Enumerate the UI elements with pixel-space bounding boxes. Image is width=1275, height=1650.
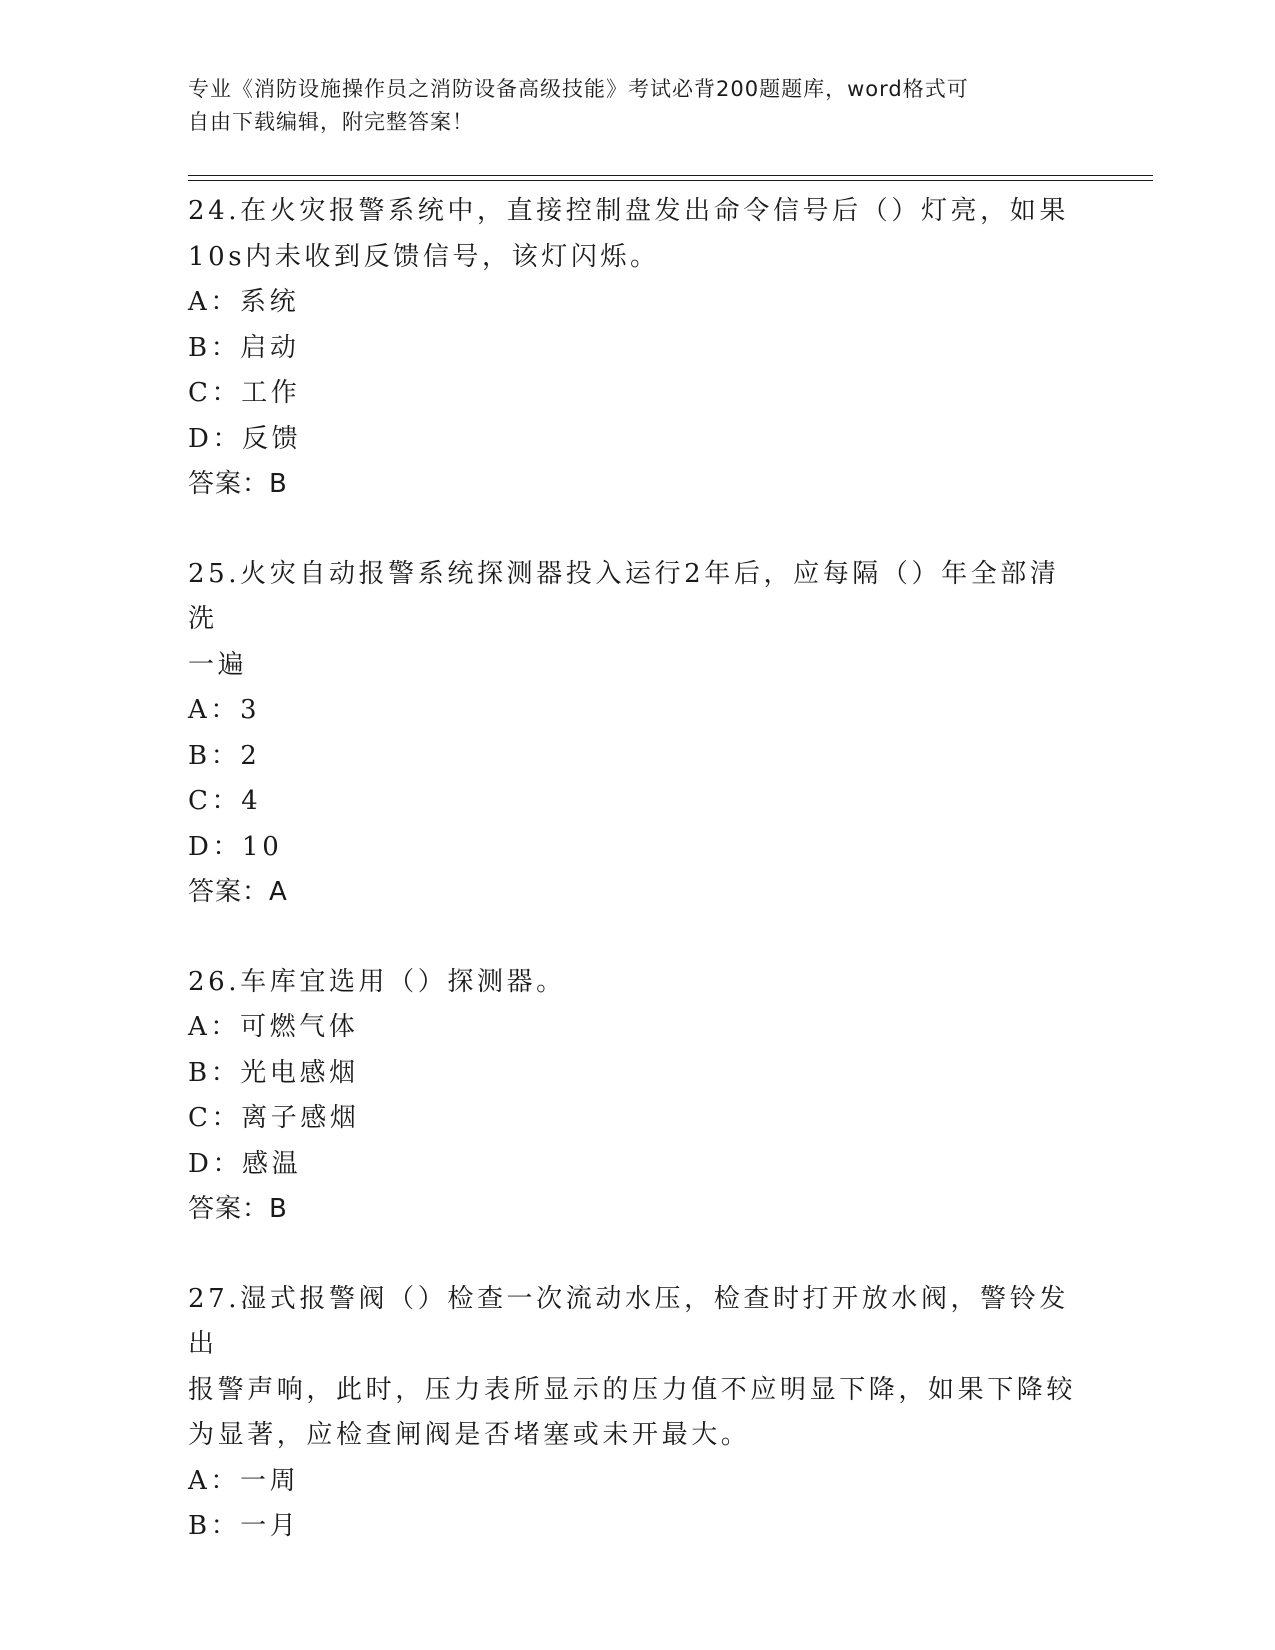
question-stem <box>188 1277 1088 1459</box>
stem-line: 报警声响，此时，压力表所显示的压力值不应明显下降，如果下降较 <box>188 1374 1077 1405</box>
question-24 <box>188 189 1088 508</box>
stem-line: 24.在火灾报警系统中，直接控制盘发出命令信号后（）灯亮，如果 <box>188 196 1069 226</box>
option-b: B：一月 <box>188 1511 300 1541</box>
option-a: A：3 <box>188 695 261 725</box>
option-d: D：反馈 <box>188 423 302 454</box>
option-a: A：系统 <box>188 287 300 317</box>
header-divider-top <box>188 175 1153 176</box>
option-c: C：4 <box>188 786 262 816</box>
option-a: A：可燃气体 <box>188 1012 359 1042</box>
option-c: C：工作 <box>188 378 301 408</box>
header-line-2: 自由下载编辑，附完整答案！ <box>188 110 474 134</box>
stem-line: 10s内未收到反馈信号，该灯闪烁。 <box>188 241 660 272</box>
stem-line: 25.火灾自动报警系统探测器投入运行2年后，应每隔（）年全部清洗 <box>188 558 1060 634</box>
question-stem <box>188 552 1088 689</box>
answer-label: 答案：B <box>188 469 288 499</box>
option-c: C：离子感烟 <box>188 1103 360 1133</box>
question-stem <box>188 189 1088 280</box>
option-d: D：感温 <box>188 1148 302 1179</box>
option-a: A：一周 <box>188 1465 300 1496</box>
stem-line: 为显著，应检查闸阀是否堵塞或未开最大。 <box>188 1420 751 1450</box>
option-b: B：2 <box>188 740 261 771</box>
header-divider-bottom <box>188 180 1153 181</box>
question-25 <box>188 552 1088 916</box>
question-26 <box>188 960 1088 1233</box>
option-b: B：光电感烟 <box>188 1057 359 1088</box>
question-27 <box>188 1277 1088 1550</box>
answer-label: 答案：A <box>188 877 288 907</box>
stem-line: 26.车库宜选用（）探测器。 <box>188 966 566 997</box>
stem-line: 27.湿式报警阀（）检查一次流动水压，检查时打开放水阀，警铃发出 <box>188 1283 1069 1359</box>
answer-label: 答案：B <box>188 1194 288 1224</box>
header-line-1: 专业《消防设施操作员之消防设备高级技能》考试必背200题题库，word格式可 <box>188 77 969 101</box>
question-list <box>188 189 1088 1594</box>
option-b: B：启动 <box>188 332 300 363</box>
stem-line: 一遍 <box>188 649 248 680</box>
option-d: D：10 <box>188 831 283 862</box>
document-header <box>188 73 1068 139</box>
question-stem <box>188 960 1088 1006</box>
